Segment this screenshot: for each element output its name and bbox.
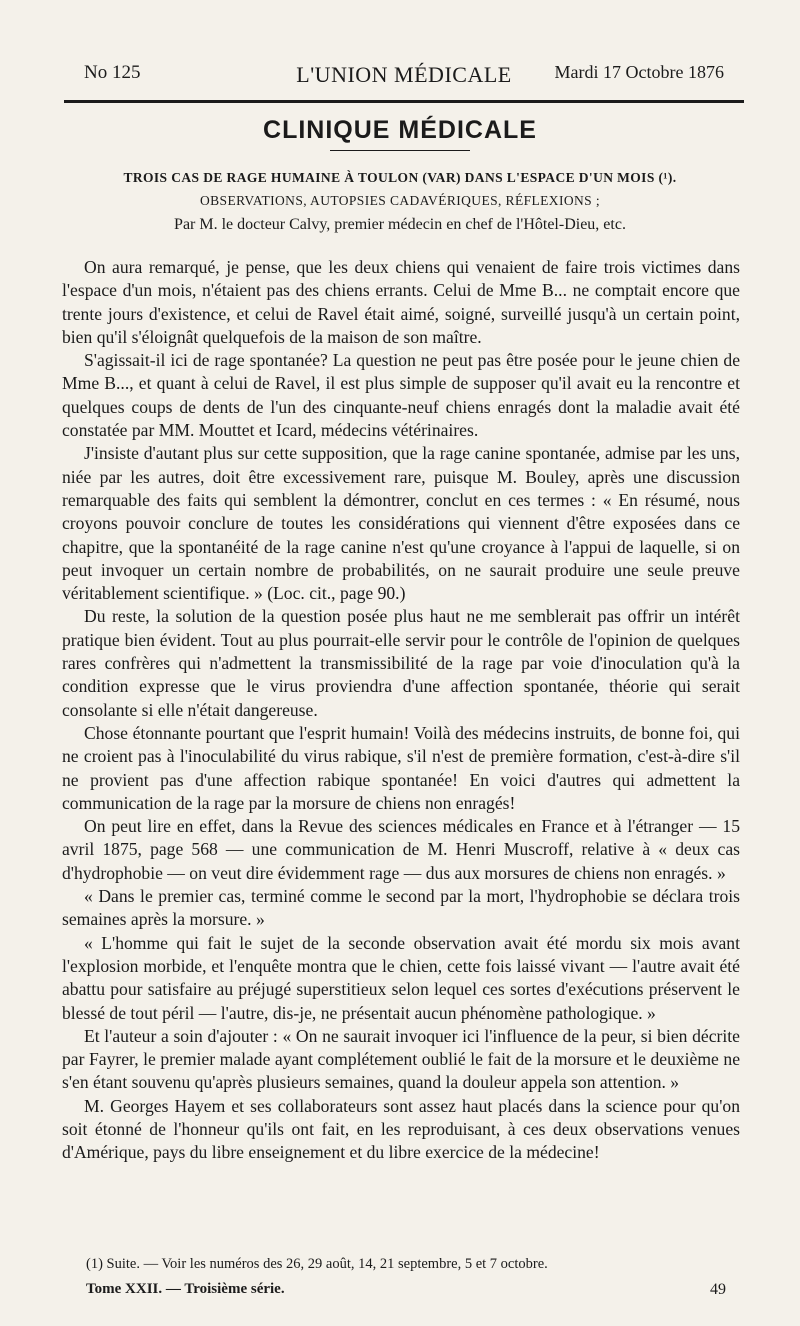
paragraph: M. Georges Hayem et ses collaborateurs sont assez haut placés dans la science pour qu'on soit étonné de l'honneur qu'ils ont fait, en les reproduisant, à ces deux observations venues d'Amérique, pays du libre enseignement et du libre exercice de la médecine! bbox=[62, 1095, 740, 1163]
paragraph: Du reste, la solution de la question posée plus haut ne me semblerait pas offrir un intérêt pratique bien évident. Tout au plus pourrait-elle servir pour le contrôle de l'opinion de quelques rares confrères qui n'admettent la transmissibilité de la rage par voie d'inoculation qu'à la condition expresse que le virus proviendra d'une affection spontanée, théorie qui serait consolante si elle n'était dangereuse. bbox=[62, 606, 740, 720]
article-body bbox=[62, 256, 740, 1165]
title-rule bbox=[330, 150, 470, 151]
header-rule bbox=[64, 100, 744, 103]
paragraph: S'agissait-il ici de rage spontanée? La question ne peut pas être posée pour le jeune chien de Mme B..., et quant à celui de Ravel, il est plus simple de supposer qu'il avait eu la rencontre et quelques coups de dents de l'un des cinquante-neuf chiens enragés dont la maladie avait été constatée par MM. Mouttet et Icard, médecins vétérinaires. bbox=[62, 350, 740, 441]
section-title: CLINIQUE MÉDICALE bbox=[263, 116, 537, 144]
paragraph: J'insiste d'autant plus sur cette supposition, que la rage canine spontanée, admise par les uns, niée par les autres, doit être excessivement rare, puisque M. Bouley, après une discussion remarquable des faits qui semblent la démontrer, conclut en ces termes : « En résumé, nous croyons pouvoir conclure de toutes les considérations qui viennent d'être exposées dans ce chapitre, que la spontanéité de la rage canine n'est qu'une croyance à l'appui de laquelle, si on peut invoquer un certain nombre de probabilités, on ne saurait produire une seule preuve véritablement scientifique. » (Loc. cit., page 90.) bbox=[62, 443, 740, 604]
paragraph: On peut lire en effet, dans la Revue des sciences médicales en France et à l'étranger — 15 avril 1875, page 568 — une communication de M. Henri Muscroff, relative à « deux cas d'hydrophobie — on veut dire évidemment rage — dus aux morsures de chiens non enragés. » bbox=[62, 816, 740, 883]
paragraph: Et l'auteur a soin d'ajouter : « On ne saurait invoquer ici l'influence de la peur, si bien décrite par Fayrer, le premier malade ayant complétement oublié le fait de la morsure et le deuxième ne s'en étant souvenu qu'après plusieurs semaines, quand la douleur appela son attention. » bbox=[62, 1025, 740, 1093]
article-subtitle: OBSERVATIONS, AUTOPSIES CADAVÉRIQUES, RÉFLEXIONS ; bbox=[200, 193, 600, 208]
running-header bbox=[84, 62, 724, 98]
article-byline: Par M. le docteur Calvy, premier médecin en chef de l'Hôtel-Dieu, etc. bbox=[174, 216, 626, 233]
paragraph: « Dans le premier cas, terminé comme le second par la mort, l'hydrophobie se déclara trois semaines après la morsure. » bbox=[62, 886, 740, 930]
page-number: 49 bbox=[710, 1281, 726, 1298]
issue-date: Mardi 17 Octobre 1876 bbox=[554, 62, 724, 82]
paragraph: « L'homme qui fait le sujet de la seconde observation avait été mordu six mois avant l'explosion morbide, et l'enquête montra que le chien, cette fois laissé vivant — l'autre avait été abattu pour satisfaire au préjugé superstitieux selon lequel ces sortes d'exécutions préservent le blessé de tout péril — l'autre, dis-je, ne présentait aucun phénomène pathologique. » bbox=[62, 932, 740, 1023]
paragraph: Chose étonnante pourtant que l'esprit humain! Voilà des médecins instruits, de bonne foi, qui ne croient pas à l'inoculabilité du virus rabique, s'il n'est de première formation, c'est-à-dire s'il ne provient pas d'une affection rabique spontanée! En voici d'autres qui admettent la communication de la rage par la morsure de chiens non enragés! bbox=[62, 722, 740, 813]
footnote: (1) Suite. — Voir les numéros des 26, 29 août, 14, 21 septembre, 5 et 7 octobre. bbox=[86, 1256, 548, 1272]
volume-info: Tome XXII. — Troisième série. bbox=[86, 1281, 285, 1297]
issue-number: No 125 bbox=[84, 62, 141, 83]
paragraph: On aura remarqué, je pense, que les deux chiens qui venaient de faire trois victimes dans l'espace d'un mois, n'étaient pas des chiens errants. Celui de Mme B... ne comptait encore que trente jours d'existence, et celui de Ravel était aimé, soigné, surveillé jusqu'à un certain point, bien qu'il s'éloignât quelquefois de la maison de son maître. bbox=[62, 257, 740, 347]
journal-title: L'UNION MÉDICALE bbox=[296, 62, 512, 87]
article-title: TROIS CAS DE RAGE HUMAINE À TOULON (VAR) DANS L'ESPACE D'UN MOIS (¹). bbox=[123, 170, 677, 185]
